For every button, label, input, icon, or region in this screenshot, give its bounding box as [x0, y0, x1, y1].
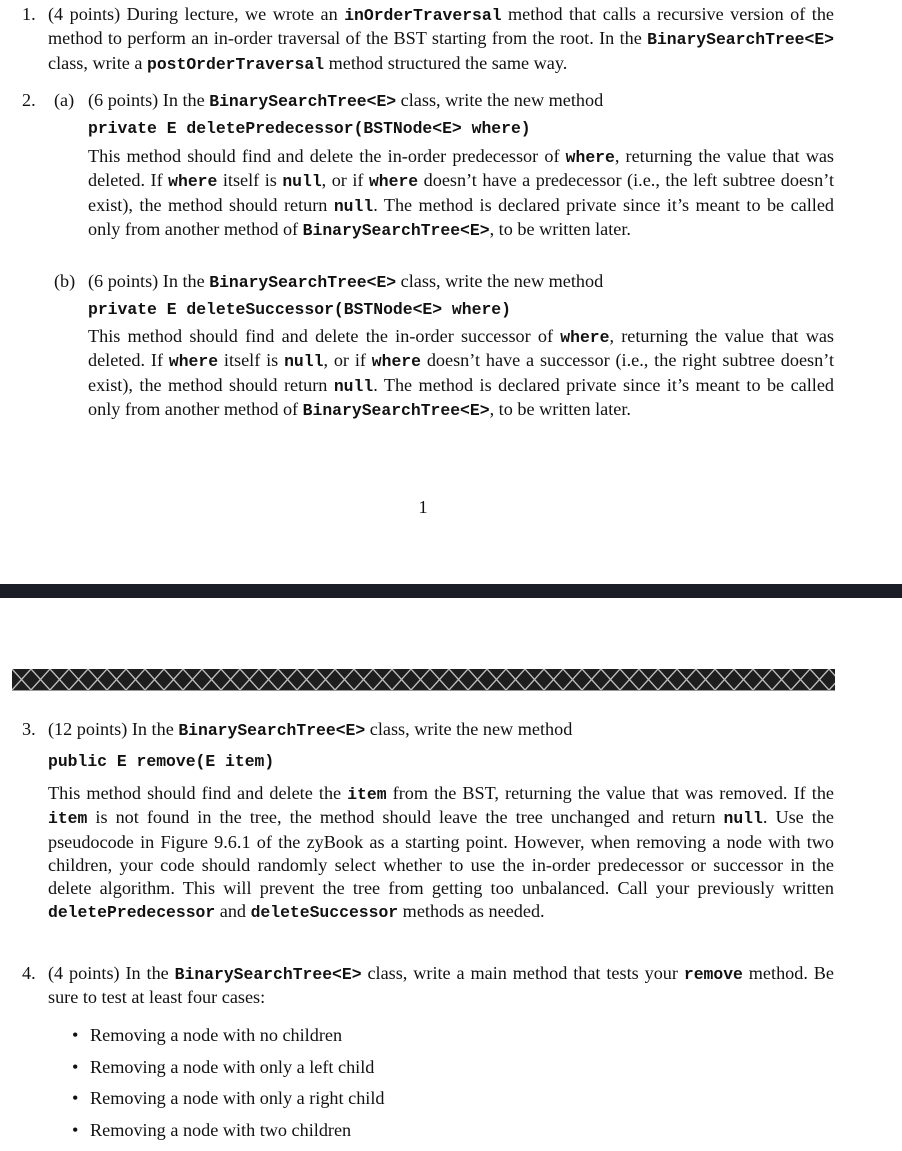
q2a-code: BinarySearchTree<E>	[302, 220, 490, 240]
q2b-body	[88, 325, 834, 422]
list-item-text: Removing a node with only a left child	[90, 1056, 375, 1077]
list-item	[72, 1056, 385, 1088]
q2b-body-part: itself is	[218, 350, 285, 371]
bullet-icon: •	[72, 1056, 79, 1077]
q3-code: item	[48, 809, 88, 829]
crosshatch-band	[12, 669, 835, 690]
list-item-text: Removing a node with only a right child	[90, 1088, 385, 1109]
q2b-label: (b)	[54, 271, 76, 291]
q4-body-part: class, write a main method that tests your	[361, 963, 684, 983]
q2a-code: null	[333, 196, 374, 216]
list-item	[72, 1119, 385, 1151]
q3-body	[48, 782, 834, 925]
q2a-head-part: class, write the new method	[396, 90, 604, 110]
q2a-body-part: itself is	[217, 170, 283, 191]
list-item-text: Removing a node with two children	[90, 1120, 352, 1141]
q4-test-case-list	[72, 1024, 385, 1151]
q2b-body-part: , or if	[323, 350, 372, 371]
q2b-body-part: doesn’t have a successor (i.e., the right subtree doesn’t exist), the method should return	[88, 350, 834, 395]
q2b-body-part: . The method is declared private since it’s meant to be called only from another method of	[88, 374, 834, 419]
q1-text-part: (4 points) During lecture, we wrote an	[48, 4, 345, 24]
q1-text	[48, 3, 834, 76]
q2a-head-part: (6 points) In the	[88, 90, 210, 110]
q3-body-part: methods as needed.	[398, 901, 545, 922]
q2b-code: null	[333, 376, 374, 396]
q2a-heading	[88, 89, 834, 113]
q1-code-inorder: inOrderTraversal	[344, 6, 502, 25]
q2b-head-part: (6 points) In the	[88, 271, 210, 291]
q4-body-part: method. Be sure to test at least four cases:	[48, 963, 834, 1008]
q1-text-part: method structured the same way.	[324, 52, 568, 73]
q4-code: BinarySearchTree<E>	[174, 965, 362, 984]
q1-text-part: class, write a	[48, 52, 147, 73]
bullet-icon: •	[72, 1088, 79, 1109]
list-item	[72, 1087, 385, 1119]
q3-code: item	[347, 785, 387, 804]
q2b-code: null	[284, 352, 324, 372]
q2b-code: where	[560, 328, 610, 347]
q3-body-part: from the BST, returning the value that was removed. If the	[386, 783, 834, 803]
q3-body-part: and	[215, 901, 251, 922]
q4-body	[48, 962, 834, 1010]
q3-heading	[48, 718, 834, 742]
q2a-body-part: . The method is declared private since it’s meant to be called only from another method of	[88, 194, 834, 239]
q2a-code: null	[282, 172, 322, 192]
q3-code: deleteSuccessor	[250, 903, 399, 923]
q2a-code: where	[368, 172, 419, 192]
q3-body-part: is not found in the tree, the method should leave the tree unchanged and return	[87, 807, 724, 828]
q2b-body-part: , returning the value that was deleted. If	[88, 326, 834, 371]
q2a-body-part: , or if	[321, 170, 369, 191]
q2b-head-code: BinarySearchTree<E>	[209, 273, 397, 292]
q2a-label: (a)	[54, 90, 75, 110]
q3-signature: public E remove(E item)	[48, 752, 275, 771]
q2b-head-part: class, write the new method	[396, 271, 604, 291]
q4-body-part: (4 points) In the	[48, 963, 175, 983]
q2a-code: where	[565, 148, 615, 167]
q2b-heading	[88, 270, 834, 294]
q4-number: 4.	[22, 963, 36, 983]
list-item-text: Removing a node with no children	[90, 1025, 343, 1045]
q1-number: 1.	[22, 4, 36, 24]
q2b-body-part: , to be written later.	[489, 398, 631, 419]
q2a-body-part: doesn’t have a predecessor (i.e., the left subtree doesn’t exist), the method should return	[88, 170, 835, 215]
q4-code: remove	[683, 965, 743, 984]
q2a-body	[88, 145, 834, 242]
q3-head-code: BinarySearchTree<E>	[178, 721, 366, 740]
page-number: 1	[418, 497, 428, 517]
q1-code-class: BinarySearchTree<E>	[647, 30, 834, 50]
q3-code: deletePredecessor	[48, 903, 216, 923]
q1-text-part: method that calls a recursive version of the method to perform an in-order traversal of the BST starting from the root. In the	[48, 4, 834, 49]
bullet-icon: •	[72, 1025, 79, 1045]
q2a-code: where	[168, 172, 218, 192]
q2a-body-part: , to be written later.	[489, 218, 631, 239]
q3-body-part: This method should find and delete the	[48, 783, 348, 803]
q2-number: 2.	[22, 90, 36, 110]
q1-code-postorder: postOrderTraversal	[146, 54, 325, 74]
q3-head-part: class, write the new method	[365, 719, 573, 739]
q2a-body-part: , returning the value that was deleted. If	[88, 146, 834, 191]
q2b-body-part: This method should find and delete the in-order successor of	[88, 326, 561, 346]
q3-code: null	[723, 809, 763, 829]
band-underline	[12, 690, 835, 691]
bullet-icon: •	[72, 1120, 79, 1141]
list-item	[72, 1024, 385, 1056]
q2a-head-code: BinarySearchTree<E>	[209, 92, 397, 111]
q2a-signature: private E deletePredecessor(BSTNode<E> where)	[88, 119, 531, 138]
page-divider	[0, 584, 902, 598]
q2a-body-part: This method should find and delete the in-order predecessor of	[88, 146, 566, 166]
q2b-signature: private E deleteSuccessor(BSTNode<E> where)	[88, 300, 511, 319]
q3-number: 3.	[22, 719, 36, 739]
q3-head-part: (12 points) In the	[48, 719, 179, 739]
q2b-code: where	[371, 352, 421, 372]
q2b-code: BinarySearchTree<E>	[302, 400, 490, 420]
crosshatch-pattern	[12, 669, 835, 690]
q2b-code: where	[168, 352, 219, 372]
q3-body-part: . Use the pseudocode in Figure 9.6.1 of the zyBook as a starting point. However, when removing a node with two children, your code should randomly select whether to use the in-order predecessor or successor in the delete algorithm. This will prevent the tree from getting too unbalanced. Call your previously written	[48, 807, 834, 899]
